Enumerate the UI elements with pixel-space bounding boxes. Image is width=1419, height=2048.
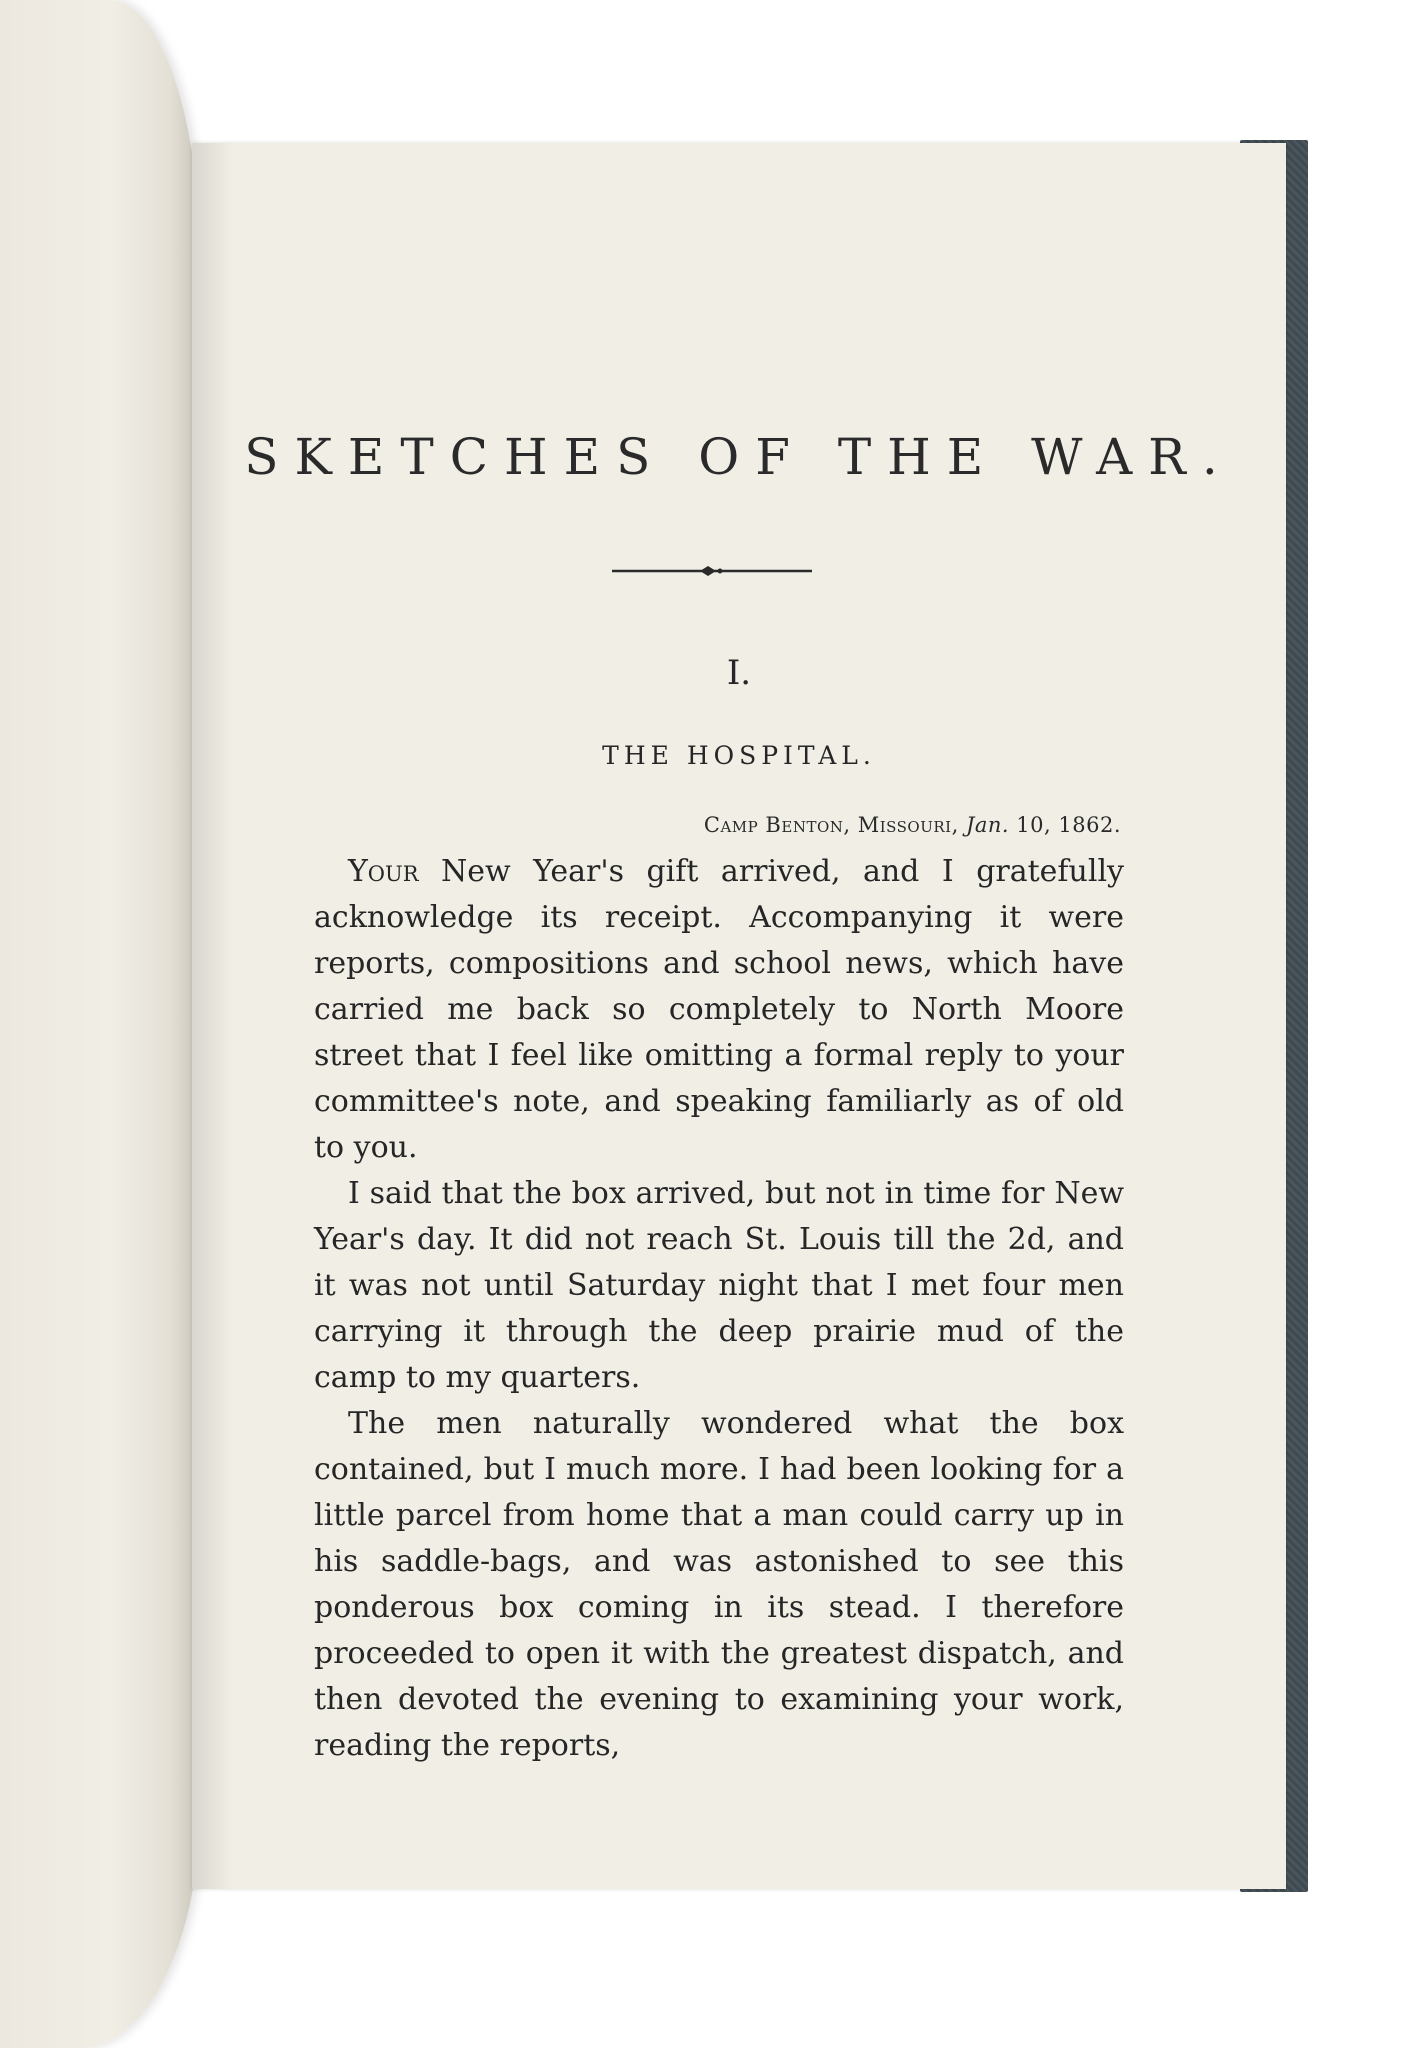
gutter-shadow — [192, 143, 232, 1889]
dateline — [704, 813, 1121, 837]
chapter-title: THE HOSPITAL. — [602, 741, 876, 770]
left-page-edge — [0, 0, 200, 2048]
paragraph-text: The men naturally wondered what the box contained, but I much more. I had been looking for a little parcel from home that a man could carry up in his saddle-bags, and was astonished to see this ponderous box coming in its stead. I therefore proceeded to open it with the greatest dispatch, and then devoted the evening to examining your work, reading the reports, — [314, 1406, 1124, 1763]
paragraph — [314, 1401, 1124, 1769]
paragraph — [314, 849, 1124, 1171]
dateline-month: Jan. — [965, 813, 1010, 837]
paragraph-text: New Year's gift arrived, and I gratefully acknowledge its receipt. Accompanying it were reports, compositions and school news, which have carried me back so completely to North Moore street that I feel like omitting a formal reply to your committee's note, and speaking familiarly as of old to you. — [314, 854, 1124, 1165]
dateline-place: Camp Benton, Missouri, — [703, 813, 959, 837]
chapter-number: I. — [726, 653, 752, 693]
body-text — [314, 849, 1124, 1769]
paragraph — [314, 1171, 1124, 1401]
dateline-date: 10, 1862. — [1016, 813, 1121, 837]
paragraph-text: I said that the box arrived, but not in time for New Year's day. It did not reach St. Louis till the 2d, and it was not until Saturday night that I met four men carrying it through the deep prairie mud of the camp to my quarters. — [314, 1176, 1124, 1395]
paragraph-lead: Your — [348, 854, 419, 889]
page-title: SKETCHES OF THE WAR. — [244, 428, 1234, 486]
book-page — [192, 143, 1286, 1889]
ornament-rule-icon — [612, 563, 812, 579]
